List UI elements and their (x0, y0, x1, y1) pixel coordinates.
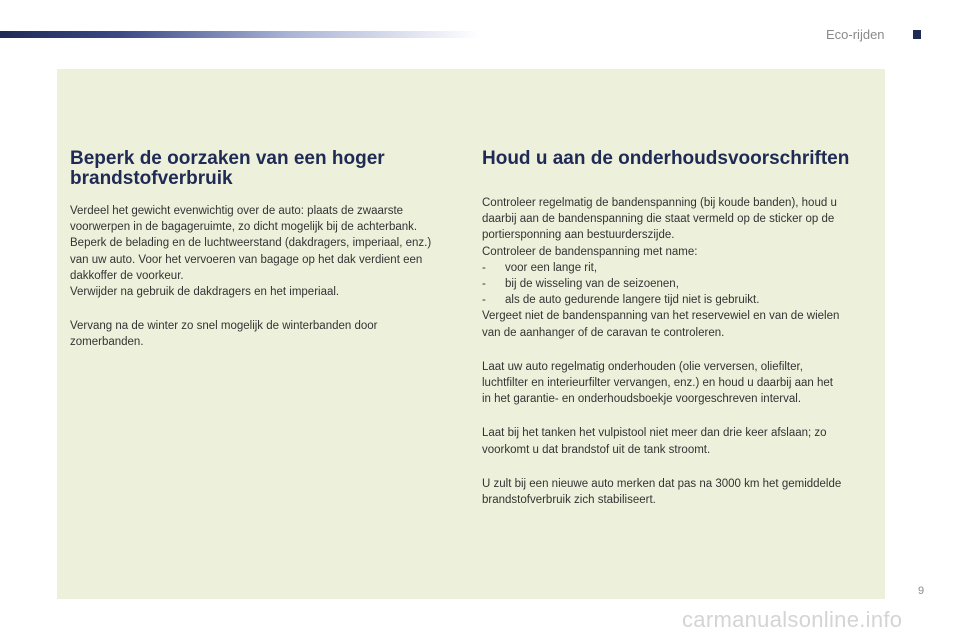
list-item: - bij de wisseling van de seizoenen, (482, 278, 679, 291)
right-paragraph-3: Laat bij het tanken het vulpistool niet meer dan drie keer afslaan; zo voorkomt u dat brandstof uit de tank stroomt. (482, 427, 827, 456)
watermark: carmanualsonline.info (682, 607, 903, 632)
section-marker (913, 30, 921, 39)
right-column (482, 149, 877, 526)
right-paragraph-2: Laat uw auto regelmatig onderhouden (olie verversen, oliefilter, luchtfilter en interieurfilter vervangen, enz.) en houd u daarbij aan het in het garantie- en onderhoudsboekje voorgeschreven interval. (482, 360, 833, 406)
right-paragraph-4: U zult bij een nieuwe auto merken dat pas na 3000 km het gemiddelde brandstofverbruik zich stabiliseert. (482, 477, 842, 507)
list-item: - voor een lange rit, (482, 261, 598, 274)
right-paragraph-1: Controleer regelmatig de bandenspanning (bij koude banden), houd u daarbij aan de bandenspanning die staat vermeld op de sticker op de portiersponning aan bestuurderszijde. Controleer de bandenspanning met name: - voor een lange rit, - bij de wisseling van de seizoenen, - als de auto gedurende langere tijd niet is gebruikt. Vergeet niet de bandenspanning van het reservewiel en van de wielen van de aanhanger of de caravan te controleren. (482, 195, 877, 341)
header-gradient-bar (0, 31, 480, 38)
right-column-title: Houd u aan de onderhoudsvoorschriften (482, 148, 850, 169)
left-column-title: Beperk de oorzaken van een hoger brandstofverbruik (70, 148, 385, 189)
left-paragraph-2: Vervang na de winter zo snel mogelijk de winterbanden door zomerbanden. (70, 320, 378, 349)
left-column (70, 149, 465, 369)
list-item: - als de auto gedurende langere tijd niet is gebruikt. (482, 294, 760, 307)
page-number: 9 (918, 585, 925, 597)
section-label: Eco-rijden (826, 27, 885, 42)
left-paragraph-1: Verdeel het gewicht evenwichtig over de auto: plaats de zwaarste voorwerpen in de bagageruimte, zo dicht mogelijk bij de achterbank. Beperk de belading en de luchtweerstand (dakdragers, imperiaal, enz.) van uw auto. Voor het vervoeren van bagage op het dak verdient een dakkoffer de voorkeur. Verwijder na gebruik de dakdragers en het imperiaal. (70, 205, 432, 299)
